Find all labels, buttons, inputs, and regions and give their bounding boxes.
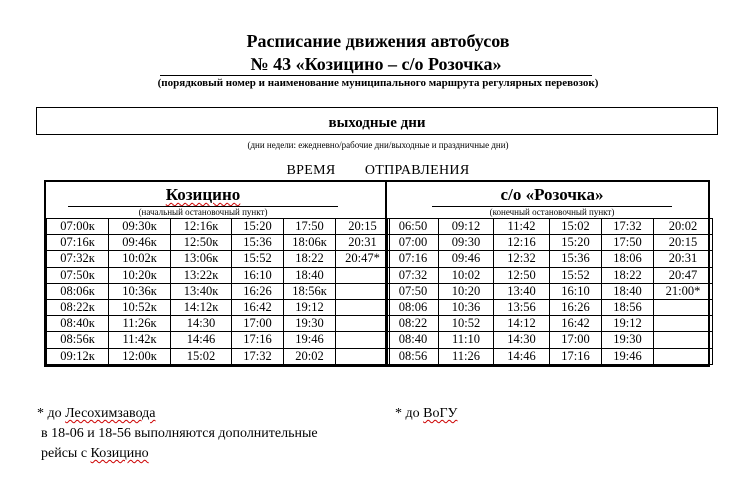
table-row [388,316,713,332]
departure-time-cell: 20:15 [336,219,390,235]
departure-time-cell: 17:00 [550,332,602,348]
departure-time-cell: 08:22к [47,299,109,315]
destination-stop-name: с/о «Розочка» [500,185,604,204]
departure-time-cell: 20:02 [654,219,713,235]
departure-time-cell [654,348,713,364]
departure-time-cell: 18:22 [602,267,654,283]
departure-time-cell [654,332,713,348]
departure-time-cell: 12:50к [171,235,232,251]
departure-time-cell: 10:02 [439,267,494,283]
departure-time-cell: 20:47* [336,251,390,267]
departure-time-cell: 19:30 [602,332,654,348]
departure-time-cell: 08:56 [388,348,439,364]
departure-time-cell: 14:46 [171,332,232,348]
departure-time-cell: 09:30к [109,219,171,235]
destination-stop-caption: (конечный остановочный пункт) [489,207,615,217]
departure-time-cell: 15:20 [232,219,284,235]
departure-time-cell: 16:42 [232,299,284,315]
departure-time-cell: 11:42к [109,332,171,348]
note-left-line2: в 18-06 и 18-56 выполняются дополнительные [41,426,318,441]
note-left-line1 [37,404,397,424]
departure-time-cell: 07:32к [47,251,109,267]
departure-time-cell: 08:22 [388,316,439,332]
departure-time-cell: 18:06к [284,235,336,251]
departure-time-cell: 14:30 [171,316,232,332]
day-type-caption: (дни недели: ежедневно/рабочие дни/выходные и праздничные дни) [247,140,509,150]
departure-time-cell: 07:00 [388,235,439,251]
departure-time-cell: 18:56 [602,299,654,315]
departure-time-cell: 20:31 [336,235,390,251]
departure-time-cell: 19:30 [284,316,336,332]
departure-time-cell: 08:56к [47,332,109,348]
note-left-line3-prefix: рейсы с [41,446,91,461]
departure-time-cell: 09:46 [439,251,494,267]
departure-time-cell: 06:50 [388,219,439,235]
table-row [388,267,713,283]
departure-time-cell: 12:32 [494,251,550,267]
schedule-title: Расписание движения автобусов [246,31,510,51]
departure-time-cell: 08:40к [47,316,109,332]
departure-time-cell: 10:52 [439,316,494,332]
departure-time-cell: 19:12 [602,316,654,332]
table-row [388,299,713,315]
departure-time-cell: 09:46к [109,235,171,251]
departure-time-cell: 10:36 [439,299,494,315]
departure-time-cell: 15:36 [232,235,284,251]
departure-time-cell: 18:56к [284,283,336,299]
origin-stop-name [68,185,338,205]
departure-time-cell: 12:16к [171,219,232,235]
table-row [47,283,390,299]
departure-time-cell: 12:16 [494,235,550,251]
departure-time-cell: 09:12 [439,219,494,235]
departure-time-cell: 17:16 [232,332,284,348]
departure-time-cell: 18:06 [602,251,654,267]
departure-time-cell: 13:56 [494,299,550,315]
route-caption: (порядковый номер и наименование муниципального маршрута регулярных перевозок) [157,77,599,89]
departure-time-cell: 08:40 [388,332,439,348]
note-left-line3 [37,444,397,464]
note-left-line3-stop: Козицино [90,446,149,461]
departure-time-cell: 07:00к [47,219,109,235]
departure-time-cell: 13:40к [171,283,232,299]
destination-departures-table [387,218,713,365]
departure-time-cell [336,267,390,283]
note-left-prefix: * до [37,406,66,421]
departure-time-cell: 11:26 [439,348,494,364]
route-title-text: № 43 «Козицино – с/о Розочка» [250,54,502,74]
departure-time-cell [336,348,390,364]
departure-time-cell: 10:20 [439,283,494,299]
departure-time-cell: 17:50 [602,235,654,251]
table-row [388,332,713,348]
departure-time-cell: 13:06к [171,251,232,267]
departure-time-cell: 14:30 [494,332,550,348]
departure-time-cell [336,299,390,315]
table-row [47,299,390,315]
departure-time-cell: 10:52к [109,299,171,315]
departure-time-cell: 08:06 [388,299,439,315]
note-left-destination: Лесохимзавода [65,406,156,421]
departure-time-cell: 11:42 [494,219,550,235]
departure-time-cell [654,316,713,332]
departure-time-cell: 20:02 [284,348,336,364]
origin-stop-caption: (начальный остановочный пункт) [138,207,268,217]
departure-time-cell: 16:26 [232,283,284,299]
route-title [160,53,592,76]
departure-time-cell: 14:46 [494,348,550,364]
departure-time-cell: 15:52 [232,251,284,267]
departure-time-cell: 17:32 [602,219,654,235]
departure-time-cell [336,283,390,299]
table-row [388,235,713,251]
table-row [388,251,713,267]
origin-departures-table [46,218,390,365]
departure-time-cell: 15:36 [550,251,602,267]
departure-time-cell: 12:50 [494,267,550,283]
table-row [47,316,390,332]
table-row [388,283,713,299]
departure-time-cell: 08:06к [47,283,109,299]
departure-time-cell: 19:12 [284,299,336,315]
departure-time-cell: 07:16к [47,235,109,251]
departure-time-cell: 15:20 [550,235,602,251]
departure-time-cell: 20:47 [654,267,713,283]
table-row [388,219,713,235]
departure-time-cell: 11:26к [109,316,171,332]
departure-time-cell: 21:00* [654,283,713,299]
departure-time-cell: 20:15 [654,235,713,251]
departure-time-cell: 07:50к [47,267,109,283]
table-row [47,267,390,283]
departure-time-cell: 07:16 [388,251,439,267]
departure-time-cell: 14:12 [494,316,550,332]
departure-time-cell: 09:12к [47,348,109,364]
table-row [47,332,390,348]
departure-time-cell: 17:50 [284,219,336,235]
departure-time-cell: 17:00 [232,316,284,332]
note-left [37,404,397,464]
note-right [395,404,595,424]
departure-time-cell: 17:16 [550,348,602,364]
table-row [47,251,390,267]
departure-time-cell: 14:12к [171,299,232,315]
departure-time-cell: 12:00к [109,348,171,364]
table-row [47,235,390,251]
departure-time-cell: 18:40 [284,267,336,283]
departure-time-cell: 11:10 [439,332,494,348]
departure-time-cell: 15:02 [550,219,602,235]
departure-time-cell: 18:22 [284,251,336,267]
departure-time-cell: 13:22к [171,267,232,283]
departure-time-cell: 10:02к [109,251,171,267]
departure-time-cell: 07:32 [388,267,439,283]
departure-time-cell [654,299,713,315]
departure-time-cell: 19:46 [602,348,654,364]
departure-time-cell: 16:42 [550,316,602,332]
departure-time-cell: 17:32 [232,348,284,364]
departure-time-cell: 20:31 [654,251,713,267]
departure-time-cell: 16:26 [550,299,602,315]
table-row [47,219,390,235]
departure-time-cell: 16:10 [550,283,602,299]
departure-time-cell: 09:30 [439,235,494,251]
departure-time-cell: 10:36к [109,283,171,299]
departure-time-cell: 10:20к [109,267,171,283]
origin-stop-text: Козицино [165,185,241,204]
departure-time-cell: 13:40 [494,283,550,299]
departure-header: ВРЕМЯ ОТПРАВЛЕНИЯ [286,163,470,178]
departure-time-cell: 19:46 [284,332,336,348]
table-row [47,348,390,364]
departure-time-cell: 18:40 [602,283,654,299]
departure-time-cell [336,316,390,332]
table-row [388,348,713,364]
departure-time-cell [336,332,390,348]
departure-time-cell: 15:02 [171,348,232,364]
note-right-prefix: * до [395,406,424,421]
day-type-box: выходные дни [36,107,718,135]
departure-time-cell: 16:10 [232,267,284,283]
departure-time-cell: 15:52 [550,267,602,283]
departure-time-cell: 07:50 [388,283,439,299]
note-right-destination: ВоГУ [423,406,458,421]
